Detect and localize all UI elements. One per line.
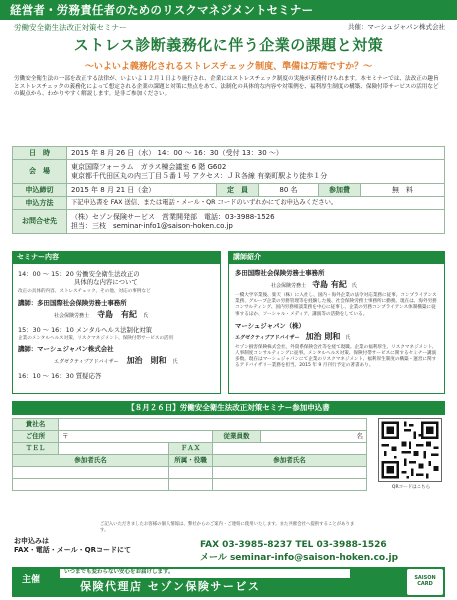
logo-text-top: SAISON: [414, 575, 436, 581]
event-info-table: [12, 146, 445, 234]
qr-caption: QRコードはこちら: [391, 485, 431, 490]
participant-name-field-3[interactable]: [13, 479, 169, 491]
participant-name-field-1[interactable]: [13, 467, 169, 479]
tel-field[interactable]: [59, 443, 169, 455]
page-title: 経営者・労務責任者のためのリスクマネジメントセミナー: [10, 3, 314, 17]
venue-name: 東京国際フォーラム ガラス棟会議室 6 階 G602: [71, 162, 227, 171]
seminar-subtitle: 労働安全衛生法改正対策セミナー: [14, 23, 127, 32]
lecturer2-role: エグゼクティブアドバイザー: [235, 334, 300, 341]
address-row: [13, 431, 367, 443]
company-field[interactable]: [59, 419, 367, 431]
seminar-content-box: [12, 251, 221, 394]
apply-label: [14, 537, 131, 555]
dept-header-1: 所属・役職: [169, 455, 213, 467]
session1-title: 具体的な内容について: [74, 278, 138, 286]
lecturer2-org: マーシュジャパン（株）: [235, 321, 305, 330]
fax-tel-numbers: FAX 03-3985-8237 TEL 03-3988-1526: [200, 540, 387, 550]
deadline-label: 申込締切: [13, 184, 67, 197]
lecturer-heading: 講師紹介: [229, 252, 444, 264]
postal-mark: 〒: [62, 432, 69, 441]
participant-name-header-1: 参加者氏名: [13, 455, 169, 467]
venue-address: 東京都千代田区丸の内三丁目５番１号 アクセス：ＪＲ各線 有楽町駅より徒歩１分: [71, 171, 328, 180]
apply-label-line2: FAX・電話・メール・QRコードにて: [14, 546, 131, 555]
session2-lecturer-role: エグゼクティブアドバイザー: [54, 359, 119, 366]
lecturer2-line: [235, 332, 438, 342]
session1-time: 14：00 ～ 15：20 労働安全衛生法改正の: [18, 270, 140, 278]
session1-note: 改正の具体的内容、ストレスチェック、その他、対応の事例など: [18, 289, 151, 294]
lecturer-intro-box: [228, 251, 445, 394]
session1-lecturer-role: 社会保険労務士: [54, 312, 90, 319]
seminar-heading: セミナー内容: [13, 252, 220, 264]
participant-row: [13, 479, 367, 491]
venue-label: 会 場: [13, 160, 67, 184]
deadline-value: 2015 年 8 月 21 日（金）: [67, 184, 217, 197]
employees-unit: 名: [356, 432, 363, 441]
session1-lecturer-org: 講師：多田国際社会保険労務士事務所: [18, 298, 127, 307]
participant-row: [13, 467, 367, 479]
participant-name-field-2[interactable]: [213, 467, 367, 479]
application-form: [12, 418, 367, 491]
session2-lecturer-org: 講師：マーシュジャパン株式会社: [18, 345, 114, 354]
method-label: 申込方法: [13, 197, 67, 210]
contact-person: 担当：三枝 seminar-info1@saison-hoken.co.jp: [71, 221, 233, 230]
contact-company: （株）セゾン保険サービス 営業開発部 電話：03-3988-1526: [71, 212, 275, 221]
phone-row: [13, 443, 367, 455]
apply-label-line1: お申込みは: [14, 537, 49, 545]
session1-lecturer-name: 寺島 有紀: [97, 309, 138, 319]
application-form-heading: 【８月２６日】労働安全衛生法改正対策セミナー参加申込書: [12, 401, 445, 415]
employees-label: 従業員数: [213, 431, 261, 443]
company-row: [13, 419, 367, 431]
tagline: ～いよいよ義務化されるストレスチェック制度、準備は万端ですか？～: [84, 62, 373, 72]
logo-text-bottom: CARD: [417, 581, 433, 588]
lecturer-body: [229, 264, 444, 373]
lecturer1-role: 社会保険労務士: [271, 283, 307, 289]
organizer-company: 保険代理店 セゾン保険サービス: [80, 580, 261, 593]
session1-honorific: 氏: [143, 312, 149, 319]
fax-label: ＦＡＸ: [169, 443, 213, 455]
fee-value: 無 料: [361, 184, 445, 197]
fee-label: 参加費: [319, 184, 361, 197]
employees-field[interactable]: [261, 431, 367, 443]
intro-text: 労働安全衛生法の一部を改正する法律が、いよいよ１２月１日より施行され、企業にはストレスチェック制度の実施が義務付けられます。本セミナーでは、法改正の趣旨とストレスチェックの義務化によって想定される企業の課題と対策に焦点をあて、法制化の具体的な内容や対策例を、福利厚生制度の構築、保険付帯サービスの活用などの観点から、わかりやすく解説します。是非ご参加ください。: [14, 76, 439, 98]
venue-row: [13, 160, 445, 184]
lecturer1-name: 寺島 有紀: [312, 280, 347, 289]
cohost-text: 共催：マーシュジャパン株式会社: [347, 23, 445, 31]
footer-slogan: いつまでも変わらない安心をお届けします。: [60, 569, 350, 578]
venue-cell: [67, 160, 445, 184]
session2-honorific: 氏: [172, 359, 178, 366]
participant-header-row: [13, 455, 367, 467]
capacity-label: 定 員: [217, 184, 259, 197]
company-label: 貴社名: [13, 419, 59, 431]
method-value: 下記申込書を FAX 送信、または電話・メール・QR コードのいずれかにてお申込みください。: [67, 197, 445, 210]
dept-field-3[interactable]: [169, 479, 213, 491]
tel-label: ＴＥＬ: [13, 443, 59, 455]
organizer-label: 主催: [22, 575, 41, 585]
session2-lecturer-line: [18, 356, 215, 366]
lecturer1-line: [235, 280, 438, 290]
contact-row: [13, 210, 445, 234]
seminar-body: [13, 264, 220, 383]
lecturer2-honorific: 氏: [345, 334, 351, 341]
participant-name-field-4[interactable]: [213, 479, 367, 491]
contact-label: お問合せ先: [13, 210, 67, 234]
session2-note: 企業のメンタルヘルス対策、リスクマネジメント、保険付帯サービスの活用: [18, 335, 174, 341]
participant-name-header-2: 参加者氏名: [213, 455, 367, 467]
lecturer2-name: 加治 則和: [305, 331, 341, 341]
lecturer1-honorific: 氏: [351, 283, 357, 289]
lecturer2-bio: セゾン損害保険株式会社、外資系保険会社等を経て現職。企業の福利厚生、リスクマネジメント、人事制度コンサルティングに従事。メンタルヘルス対策、保険付帯サービスに関するセミナー講演多数。現在はマーシュジャパンにて企業のリスクマネジメント、福利厚生制度の構築・運営に関するアドバイザリー業務を担当。2015 年 9 月刊行予定の著書あり。: [235, 344, 437, 369]
dept-field-1[interactable]: [169, 467, 213, 479]
date-value: 2015 年 8 月 26 日（水） 14：00 ～ 16：30（受付 13：30 ～）: [67, 147, 445, 160]
method-row: [13, 197, 445, 210]
privacy-note: ご記入いただきましたお客様の個人情報は、弊社からのご案内・ご連絡に使用いたします。また共催会社へ提供することがあります。: [100, 522, 355, 533]
session2-lecturer-name: 加治 則和: [126, 356, 167, 366]
date-row: [13, 147, 445, 160]
deadline-row: [13, 184, 445, 197]
main-title: ストレス診断義務化に伴う企業の課題と対策: [73, 36, 384, 54]
saison-card-logo: [407, 569, 443, 595]
address-field[interactable]: [59, 431, 213, 443]
capacity-value: 80 名: [259, 184, 319, 197]
session1-lecturer-line: [18, 310, 215, 320]
address-label: ご住所: [13, 431, 59, 443]
email-address[interactable]: メール seminar-info@saison-hoken.co.jp: [200, 553, 399, 563]
date-label: 日 時: [13, 147, 67, 160]
contact-cell: [67, 210, 445, 234]
session2-time: 15：30 ～ 16：10 メンタルヘルス法制化対策: [18, 325, 153, 334]
session3-time: 16：10 ～ 16：30 質疑応答: [18, 372, 102, 381]
fax-field[interactable]: [213, 443, 367, 455]
lecturer1-bio: 一橋大学卒業後、楽天（株）に入社し、国内・海外企業の法令対応業務に従事。コンプライアンス業務、グループ企業の労務管理等を経験した後、社会保険労務士事務所に勤務。現在は、海外労務コンサルティング、国内労務相談業務を中心に従事し、企業の労務コンプライアンス体制構築に従事するほか、ソーシャル・メディア、講演等の活動をしている。: [235, 293, 437, 317]
qr-code[interactable]: [378, 418, 442, 482]
lecturer1-org: 多田国際社会保険労務士事務所: [235, 269, 325, 277]
